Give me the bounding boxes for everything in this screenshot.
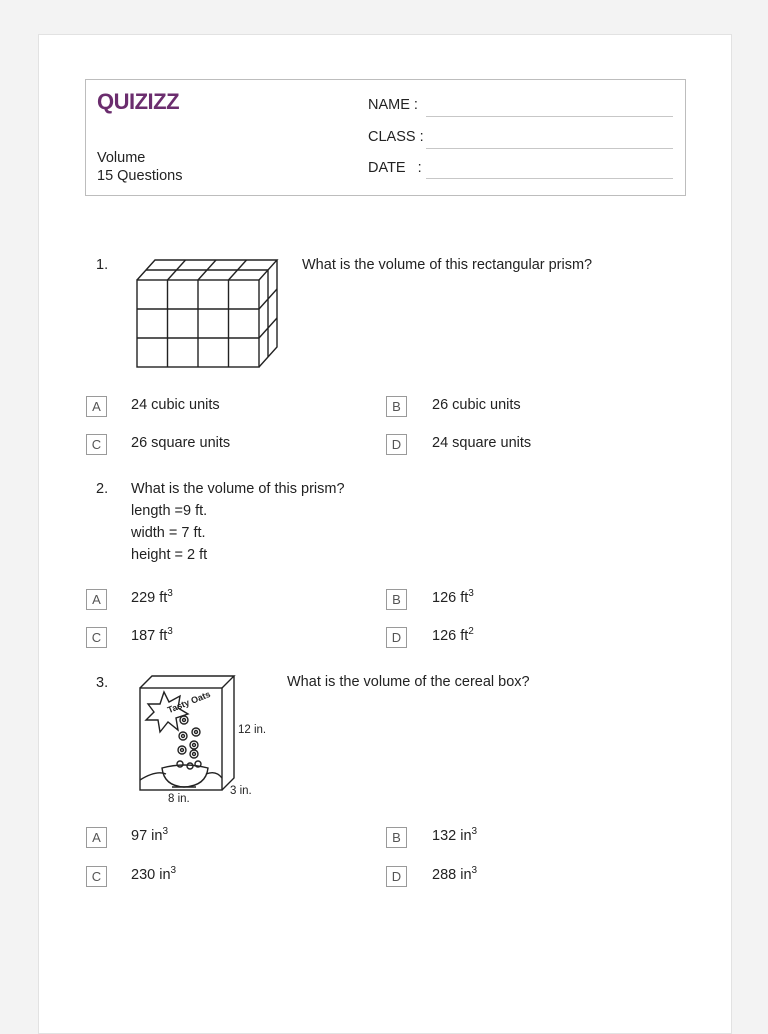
q2-option-d-letter[interactable]: D (386, 627, 407, 648)
quizizz-logo (97, 88, 187, 121)
q1-option-b-text[interactable]: 26 cubic units (432, 397, 521, 413)
q3-option-a-letter[interactable]: A (86, 827, 107, 848)
q3-option-c-letter[interactable]: C (86, 866, 107, 887)
question-2-width: width = 7 ft. (131, 525, 206, 541)
q3-option-b-letter[interactable]: B (386, 827, 407, 848)
svg-text:8 in.: 8 in. (168, 793, 190, 805)
q3-option-b-text[interactable]: 132 $in^3$ (432, 826, 478, 844)
question-count: 15 Questions (97, 168, 183, 184)
question-3-text: What is the volume of the cereal box? (287, 674, 530, 690)
q1-option-b-letter[interactable]: B (386, 396, 407, 417)
question-2-height: height = 2 ft (131, 547, 208, 563)
q1-option-a-text[interactable]: 24 cubic units (131, 397, 220, 413)
q2-option-d-text[interactable]: 126 $ft^2$ (432, 626, 474, 644)
q3-option-c-text[interactable]: 230 $in^3$ (131, 865, 177, 883)
class-label: CLASS : (368, 129, 424, 145)
q2-option-c-text[interactable]: 187 $ft^3$ (131, 626, 173, 644)
svg-text:Tasty Oats: Tasty Oats (165, 688, 212, 716)
question-3-figure-cereal-box (136, 674, 276, 814)
question-1-text: What is the volume of this rectangular prism? (302, 257, 593, 273)
question-2-length: length =9 ft. (131, 503, 208, 519)
question-1-figure-cube-prism (133, 256, 285, 377)
name-label: NAME : (368, 97, 418, 113)
q2-option-a-text[interactable]: 229 $ft^3$ (131, 588, 173, 606)
q3-option-a-text[interactable]: 97 $in^3$ (131, 826, 169, 844)
svg-text:12 in.: 12 in. (238, 724, 267, 736)
q2-option-b-letter[interactable]: B (386, 589, 407, 610)
q1-option-d-text[interactable]: 24 square units (432, 435, 532, 451)
q2-option-c-letter[interactable]: C (86, 627, 107, 648)
q2-option-a-letter[interactable]: A (86, 589, 107, 610)
svg-text:3 in.: 3 in. (230, 785, 252, 797)
class-field[interactable] (426, 148, 673, 149)
svg-text:QUIZIZZ: QUIZIZZ (97, 89, 180, 114)
date-label: DATE : (368, 160, 422, 176)
worksheet-title: Volume (97, 150, 146, 166)
q3-option-d-letter[interactable]: D (386, 866, 407, 887)
q3-option-d-text[interactable]: 288 $in^3$ (432, 865, 478, 883)
q1-option-d-letter[interactable]: D (386, 434, 407, 455)
q1-option-a-letter[interactable]: A (86, 396, 107, 417)
q2-option-b-text[interactable]: 126 $ft^3$ (432, 588, 474, 606)
q1-option-c-text[interactable]: 26 square units (131, 435, 231, 451)
q1-option-c-letter[interactable]: C (86, 434, 107, 455)
question-3-number: 3. (96, 675, 109, 691)
date-field[interactable] (426, 178, 673, 179)
question-2-text: What is the volume of this prism? (131, 481, 345, 497)
name-field[interactable] (426, 116, 673, 117)
question-1-number: 1. (96, 257, 109, 273)
question-2-number: 2. (96, 481, 109, 497)
